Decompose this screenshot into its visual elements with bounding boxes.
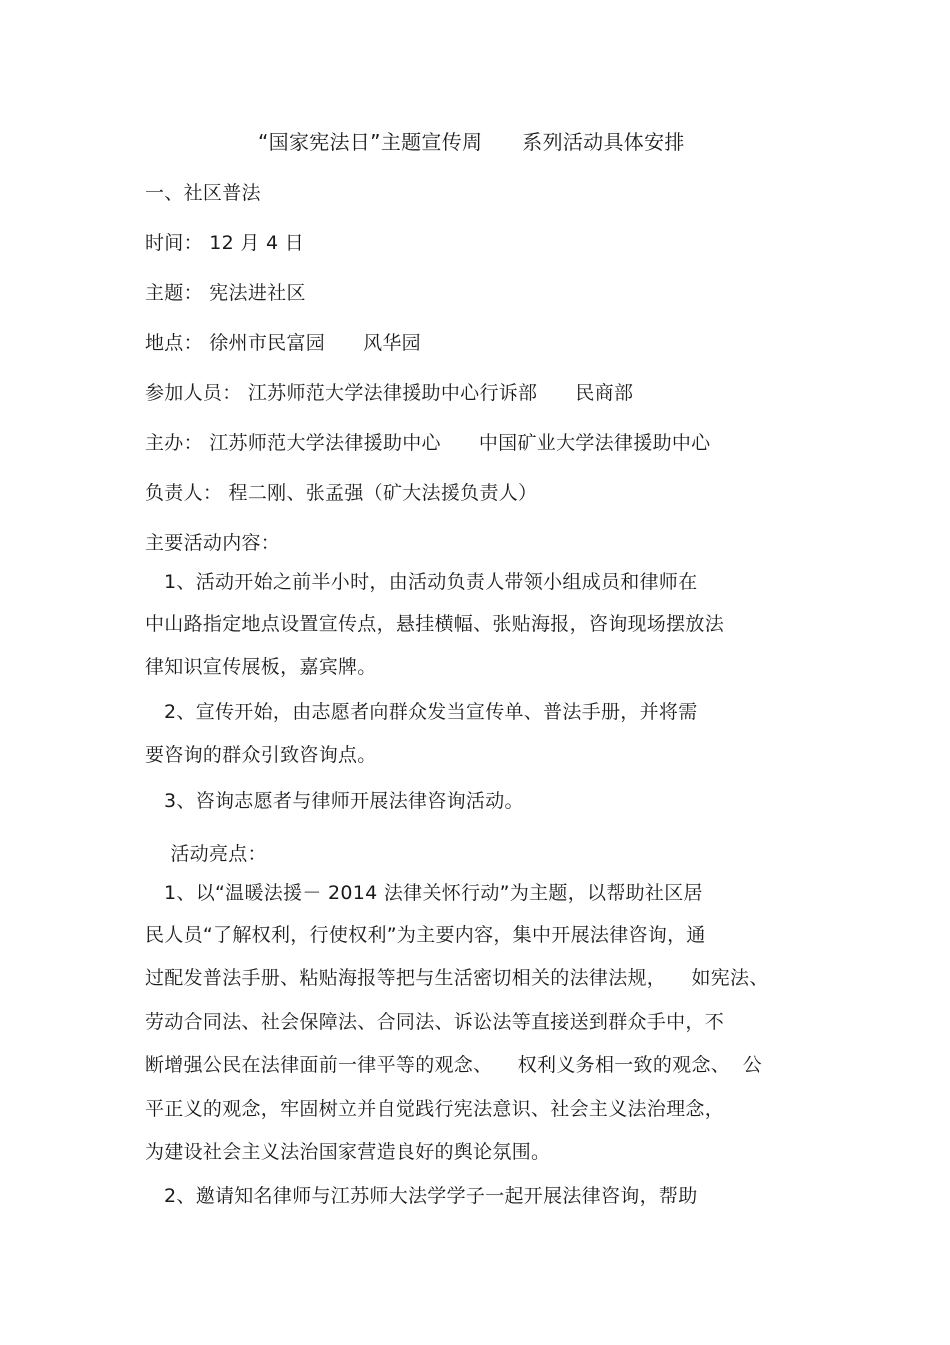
activities-heading: 主要活动内容： [145,532,281,554]
paragraph-line: 中山路指定地点设置宣传点，悬挂横幅、张贴海报，咨询现场摆放法 [145,613,725,635]
section-heading: 一、社区普法 [145,182,261,204]
location-line: 地点： 徐州市民富园 风华园 [145,332,421,354]
participants-line: 参加人员： 江苏师范大学法律援助中心行诉部 民商部 [145,382,634,404]
paragraph-line: 1、活动开始之前半小时，由活动负责人带领小组成员和律师在 [145,571,698,593]
paragraph-line: 民人员“了解权利，行使权利”为主要内容，集中开展法律咨询，通 [145,924,706,946]
paragraph-line: 劳动合同法、社会保障法、合同法、诉讼法等直接送到群众手中，不 [145,1011,725,1033]
document-title: “国家宪法日”主题宣传周 系列活动具体安排 [258,130,685,154]
paragraph-line: 过配发普法手册、粘贴海报等把与生活密切相关的法律法规， 如宪法、 [145,967,769,989]
paragraph-line: 2、宣传开始，由志愿者向群众发当宣传单、普法手册，并将需 [145,701,698,723]
paragraph-line: 1、以“温暖法援－ 2014 法律关怀行动”为主题，以帮助社区居 [145,882,703,904]
paragraph-line: 平正义的观念，牢固树立并自觉践行宪法意识、社会主义法治理念， [145,1098,725,1120]
host-line: 主办： 江苏师范大学法律援助中心 中国矿业大学法律援助中心 [145,432,711,454]
paragraph-line: 3、咨询志愿者与律师开展法律咨询活动。 [145,790,524,812]
leader-line: 负责人： 程二刚、张孟强（矿大法援负责人） [145,482,538,504]
paragraph-line: 断增强公民在法律面前一律平等的观念、 权利义务相一致的观念、 公 [145,1054,763,1076]
paragraph-line: 律知识宣传展板，嘉宾牌。 [145,656,377,678]
theme-line: 主题： 宪法进社区 [145,282,306,304]
time-line: 时间： 12 月 4 日 [145,232,305,254]
paragraph-line: 为建设社会主义法治国家营造良好的舆论氛围。 [145,1141,551,1163]
highlights-heading: 活动亮点： [145,843,267,865]
paragraph-line: 要咨询的群众引致咨询点。 [145,744,377,766]
paragraph-line: 2、邀请知名律师与江苏师大法学学子一起开展法律咨询，帮助 [145,1185,698,1207]
